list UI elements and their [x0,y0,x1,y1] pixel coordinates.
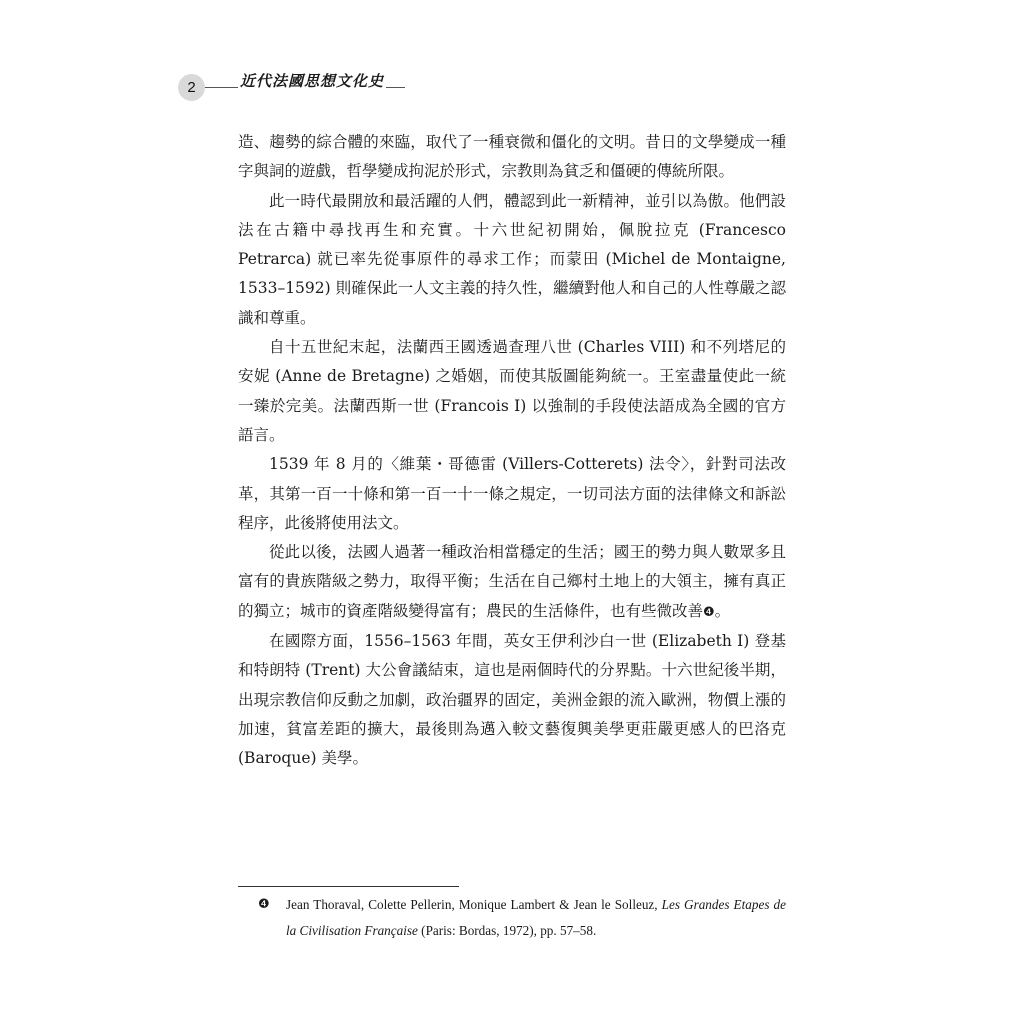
paragraph-6: 在國際方面，1556–1563 年間，英女王伊利沙白一世 (Elizabeth I) 登基和特朗特 (Trent) 大公會議結束，這也是兩個時代的分界點。十六世紀後半期，出現宗教信仰反動之加劇，政治疆界的固定，美洲金銀的流入歐洲，物價上漲的加速，貧富差距的擴大，最後則為邁入較文藝復興美學更莊嚴更感人的巴洛克 (Baroque) 美學。 [238,632,786,768]
footnote-book-title: Les Grandes Etapes de la Civilisation Française [286,897,786,938]
page-header [178,72,408,102]
paragraph-3: 自十五世紀末起，法蘭西王國透過查理八世 (Charles VIII) 和不列塔尼的安妮 (Anne de Bretagne) 之婚姻，而使其版圖能夠統一。王室盡量使此一統一臻於完美。法蘭西斯一世 (Francois I) 以強制的手段使法語成為全國的官方語言。 [238,338,786,444]
page-number: 2 [178,74,205,101]
footnote-marker: ❹ [258,897,270,912]
paragraph-2: 此一時代最開放和最活躍的人們，體認到此一新精神，並引以為傲。他們設法在古籍中尋找再生和充實。十六世紀初開始，佩脫拉克 (Francesco Petrarca) 就已率先從事原件的尋求工作；而蒙田 (Michel de Montaigne, 1533–1592) 則確保此一人文主義的持久性，繼續對他人和自己的人性尊嚴之認識和尊重。 [238,191,786,327]
body-text [238,128,786,774]
paragraph-1: 造、趨勢的綜合體的來臨，取代了一種衰微和僵化的文明。昔日的文學變成一種字與詞的遊戲，哲學變成拘泥於形式，宗教則為貧乏和僵硬的傳統所限。 [238,133,786,181]
paragraph-5-text: 從此以後，法國人過著一種政治相當穩定的生活；國王的勢力與人數眾多且富有的貴族階級之勢力，取得平衡；生活在自己鄉村土地上的大領主，擁有真正的獨立；城市的資產階級變得富有；農民的生活條件，也有些微改善 [238,543,786,620]
footnote-publication: (Paris: Bordas, 1972), pp. 57–58. [417,923,597,938]
paragraph-5 [238,538,786,627]
footnote-rule [238,886,459,887]
footnote-reference: ❹ [703,604,715,620]
footnote-text [286,892,786,944]
running-title: 近代法國思想文化史 [240,72,385,90]
footnote [258,892,786,944]
paragraph-4: 1539 年 8 月的〈維葉・哥德雷 (Villers-Cotterets) 法令〉，針對司法改革，其第一百一十條和第一百一十一條之規定，一切司法方面的法律條文和訴訟程序，此後將使用法文。 [238,455,786,532]
footnote-authors: Jean Thoraval, Colette Pellerin, Monique Lambert & Jean le Solleuz, [286,897,662,912]
paragraph-5-end: 。 [714,601,731,620]
